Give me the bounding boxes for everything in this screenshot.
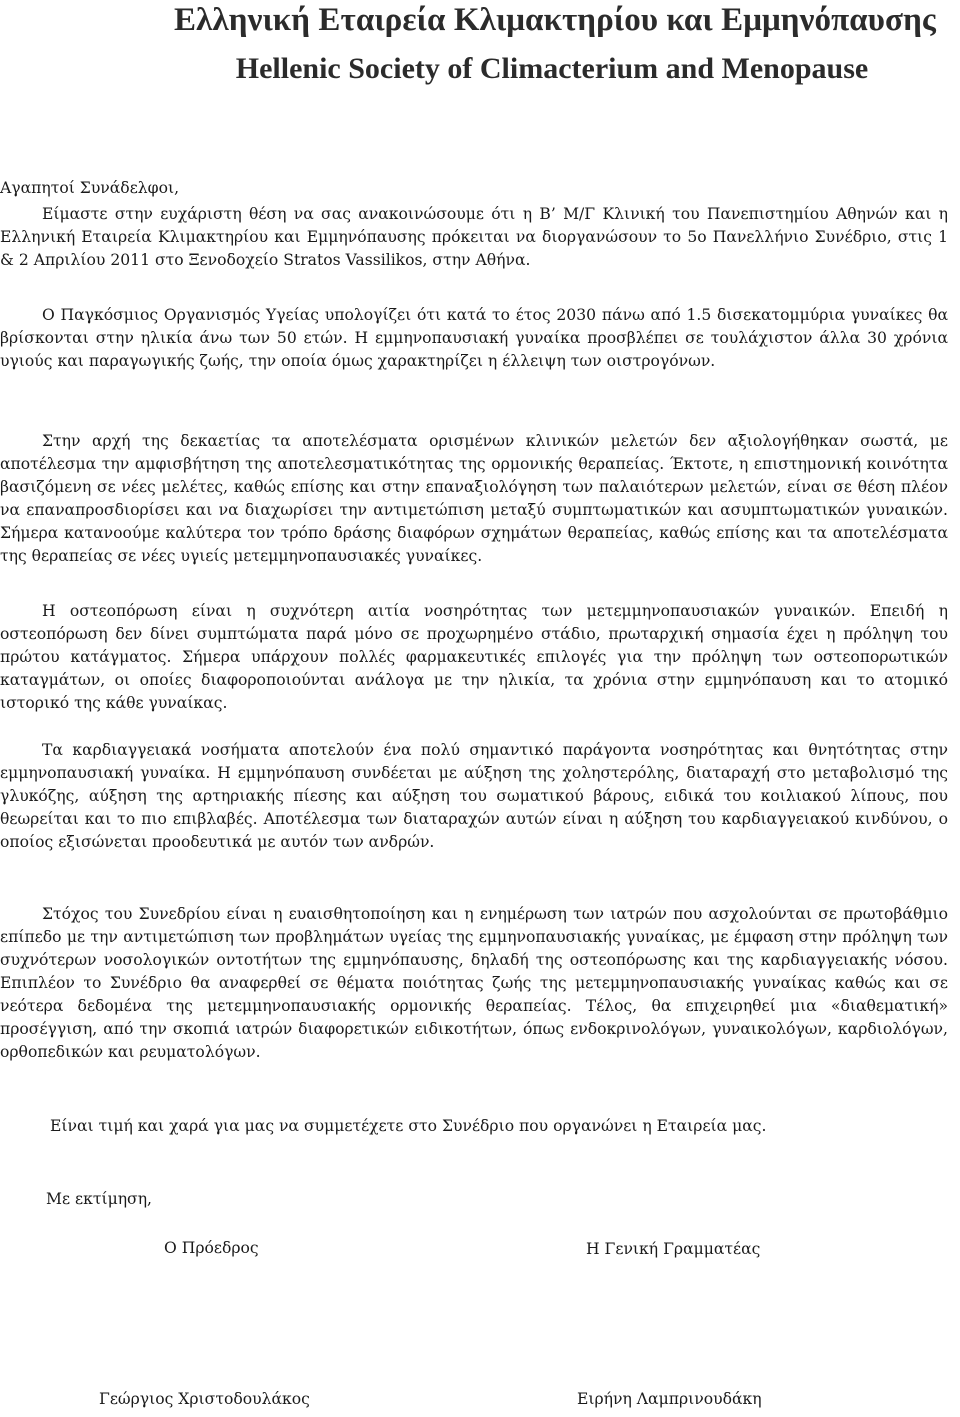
signature-left-name: Γεώργιος Χριστοδουλάκος: [99, 1390, 310, 1408]
paragraph-conference-goal: Στόχος του Συνεδρίου είναι η ευαισθητοποίηση και η ενημέρωση των ιατρών που ασχολούνται σε πρωτοβάθμιο επίπεδο με την αντιμετώπιση των προβλημάτων υγείας της εμμηνοπαυσιακής γυναίκας, με έμφαση στην πρόληψη των συχνότερων νοσολογικών οντοτήτων της εμμηνόπαυσης, δηλαδή της οστεοπόρωσης και της καρδιαγγειακής νόσου. Επιπλέον το Συνέδριο θα αναφερθεί σε θέματα ποιότητας ζωής της μετεμμηνοπαυσιακής γυναίκας καθώς και σε νεότερα δεδομένα της μετεμμηνοπαυσιακής ορμονικής θεραπείας. Τέλος, θα επιχειρηθεί μια «διαθεματική» προσέγγιση, από την σκοπιά ιατρών διαφορετικών ειδικοτήτων, όπως ενδοκρινολόγων, γυναικολόγων, καρδιολόγων, ορθοπεδικών και ρευματολόγων.: [0, 905, 948, 1061]
paragraph-cardiovascular: Τα καρδιαγγειακά νοσήματα αποτελούν ένα πολύ σημαντικό παράγοντα νοσηρότητας και θνητότητας στην εμμηνοπαυσιακή γυναίκα. Η εμμηνόπαυση συνδέεται με αύξηση της χοληστερόλης, διαταραχή στο μεταβολισμό της γλυκόζης, αύξηση της αρτηριακής πίεσης και αύξηση του σωματικού βάρους, ειδικά του κοιλιακού λίπους, που θεωρείται και το πιο επιβλαβές. Αποτέλεσμα των διαταραχών αυτών είναι η αύξηση του καρδιαγγειακού κινδύνου, ο οποίος εξισώνεται προοδευτικά με αυτόν των ανδρών.: [0, 741, 948, 851]
signature-right-name: Ειρήνη Λαμπρινουδάκη: [577, 1390, 762, 1408]
paragraph-osteoporosis: Η οστεοπόρωση είναι η συχνότερη αιτία νοσηρότητας των μετεμμηνοπαυσιακών γυναικών. Επειδή η οστεοπόρωση δεν δίνει συμπτώματα παρά μόνο σε προχωρημένο στάδιο, πρωταρχική σημασία έχει η πρόληψη του πρώτου κατάγματος. Σήμερα υπάρχουν πολλές φαρμακευτικές επιλογές για την πρόληψη των οστεοπορωτικών καταγμάτων, οι οποίες διαφοροποιούνται ανάλογα με την ηλικία, τα χρόνια στην εμμηνόπαυση και το ατομικό ιστορικό της κάθε γυναίκας.: [0, 602, 948, 712]
paragraph-invitation: Είναι τιμή και χαρά για μας να συμμετέχετε στο Συνέδριο που οργανώνει η Εταιρεία μας.: [50, 1117, 767, 1135]
signature-right-role: Η Γενική Γραμματέας: [586, 1240, 761, 1258]
signature-left-role: Ο Πρόεδρος: [164, 1239, 259, 1257]
society-title-greek: Ελληνική Εταιρεία Κλιμακτηρίου και Εμμηνόπαυσης: [174, 2, 936, 38]
closing: Με εκτίμηση,: [46, 1190, 152, 1208]
paragraph-clinical-studies: Στην αρχή της δεκαετίας τα αποτελέσματα ορισμένων κλινικών μελετών δεν αξιολογήθηκαν σωστά, με αποτέλεσμα την αμφισβήτηση της αποτελεσματικότητας της ορμονικής θεραπείας. Έκτοτε, η επιστημονική κοινότητα βασιζόμενη σε νέες μελέτες, καθώς επίσης και στην επαναξιολόγηση των παλαιότερων μελετών, είναι σε θέση πλέον να επαναπροσδιορίσει και να διαχωρίσει την αντιμετώπιση μεταξύ συμπτωματικών και ασυμπτωματικών γυναικών. Σήμερα κατανοούμε καλύτερα τον τρόπο δράσης διαφόρων σχημάτων θεραπείας, καθώς επίσης και τα αποτελέσματα της θεραπείας σε νέες υγιείς μετεμμηνοπαυσιακές γυναίκες.: [0, 432, 948, 565]
paragraph-who-statistics: Ο Παγκόσμιος Οργανισμός Υγείας υπολογίζει ότι κατά το έτος 2030 πάνω από 1.5 δισεκατομμύρια γυναίκες θα βρίσκονται στην ηλικία άνω των 50 ετών. Η εμμηνοπαυσιακή γυναίκα προσβλέπει σε τουλάχιστον άλλα 30 χρόνια υγιούς και παραγωγικής ζωής, την οποία όμως χαρακτηρίζει η έλλειψη των οιστρογόνων.: [0, 306, 948, 370]
society-title-english: Hellenic Society of Climacterium and Menopause: [235, 52, 869, 85]
salutation: Αγαπητοί Συνάδελφοι,: [0, 179, 180, 197]
paragraph-announcement: Είμαστε στην ευχάριστη θέση να σας ανακοινώσουμε ότι η Β’ Μ/Γ Κλινική του Πανεπιστημίου Αθηνών και η Ελληνική Εταιρεία Κλιμακτηρίου και Εμμηνόπαυσης πρόκειται να διοργανώσουν το 5ο Πανελλήνιο Συνέδριο, στις 1 & 2 Απριλίου 2011 στο Ξενοδοχείο Stratos Vassilikos, στην Αθήνα.: [0, 205, 948, 269]
